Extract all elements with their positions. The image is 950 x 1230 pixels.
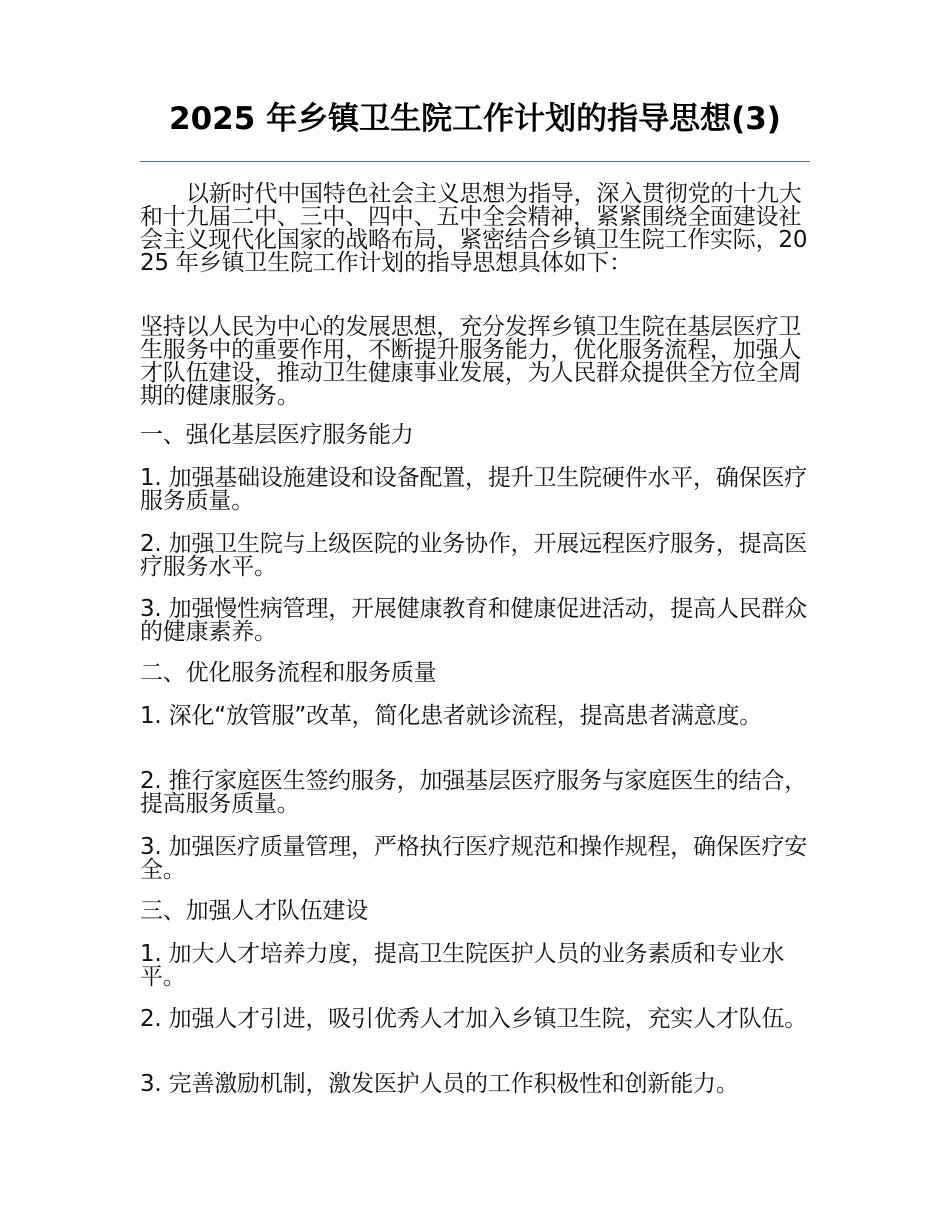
title-divider — [140, 161, 810, 162]
section-2-item-2: 2. 推行家庭医生签约服务，加强基层医疗服务与家庭医生的结合，提高服务质量。 — [140, 768, 808, 817]
section-3-item-2: 2. 加强人才引进，吸引优秀人才加入乡镇卫生院，充实人才队伍。 — [140, 1006, 808, 1032]
section-1-item-1: 1. 加强基础设施建设和设备配置，提升卫生院硬件水平，确保医疗服务质量。 — [140, 465, 808, 514]
principle-paragraph: 坚持以人民为中心的发展思想，充分发挥乡镇卫生院在基层医疗卫生服务中的重要作用，不断提升服务能力，优化服务流程，加强人才队伍建设，推动卫生健康事业发展，为人民群众提供全方位全周期的健康服务。 — [140, 314, 802, 409]
section-3-item-3: 3. 完善激励机制，激发医护人员的工作积极性和创新能力。 — [140, 1071, 739, 1097]
intro-paragraph: 以新时代中国特色社会主义思想为指导，深入贯彻党的十九大和十九届二中、三中、四中、五中全会精神，紧紧围绕全面建设社会主义现代化国家的战略布局，紧密结合乡镇卫生院工作实际，2025 年乡镇卫生院工作计划的指导思想具体如下： — [140, 181, 808, 276]
section-2-item-1: 1. 深化“放管服”改革，简化患者就诊流程，提高患者满意度。 — [140, 703, 763, 729]
document-title: 2025 年乡镇卫生院工作计划的指导思想(3) — [169, 101, 781, 137]
section-1-item-2: 2. 加强卫生院与上级医院的业务协作，开展远程医疗服务，提高医疗服务水平。 — [140, 531, 808, 580]
section-3-item-1: 1. 加大人才培养力度，提高卫生院医护人员的业务素质和专业水平。 — [140, 941, 785, 990]
section-heading-3: 三、加强人才队伍建设 — [140, 898, 369, 924]
section-heading-1: 一、强化基层医疗服务能力 — [140, 422, 414, 448]
section-heading-2: 二、优化服务流程和服务质量 — [140, 660, 437, 686]
section-2-item-3: 3. 加强医疗质量管理，严格执行医疗规范和操作规程，确保医疗安全。 — [140, 834, 808, 883]
section-1-item-3: 3. 加强慢性病管理，开展健康教育和健康促进活动，提高人民群众的健康素养。 — [140, 596, 808, 645]
